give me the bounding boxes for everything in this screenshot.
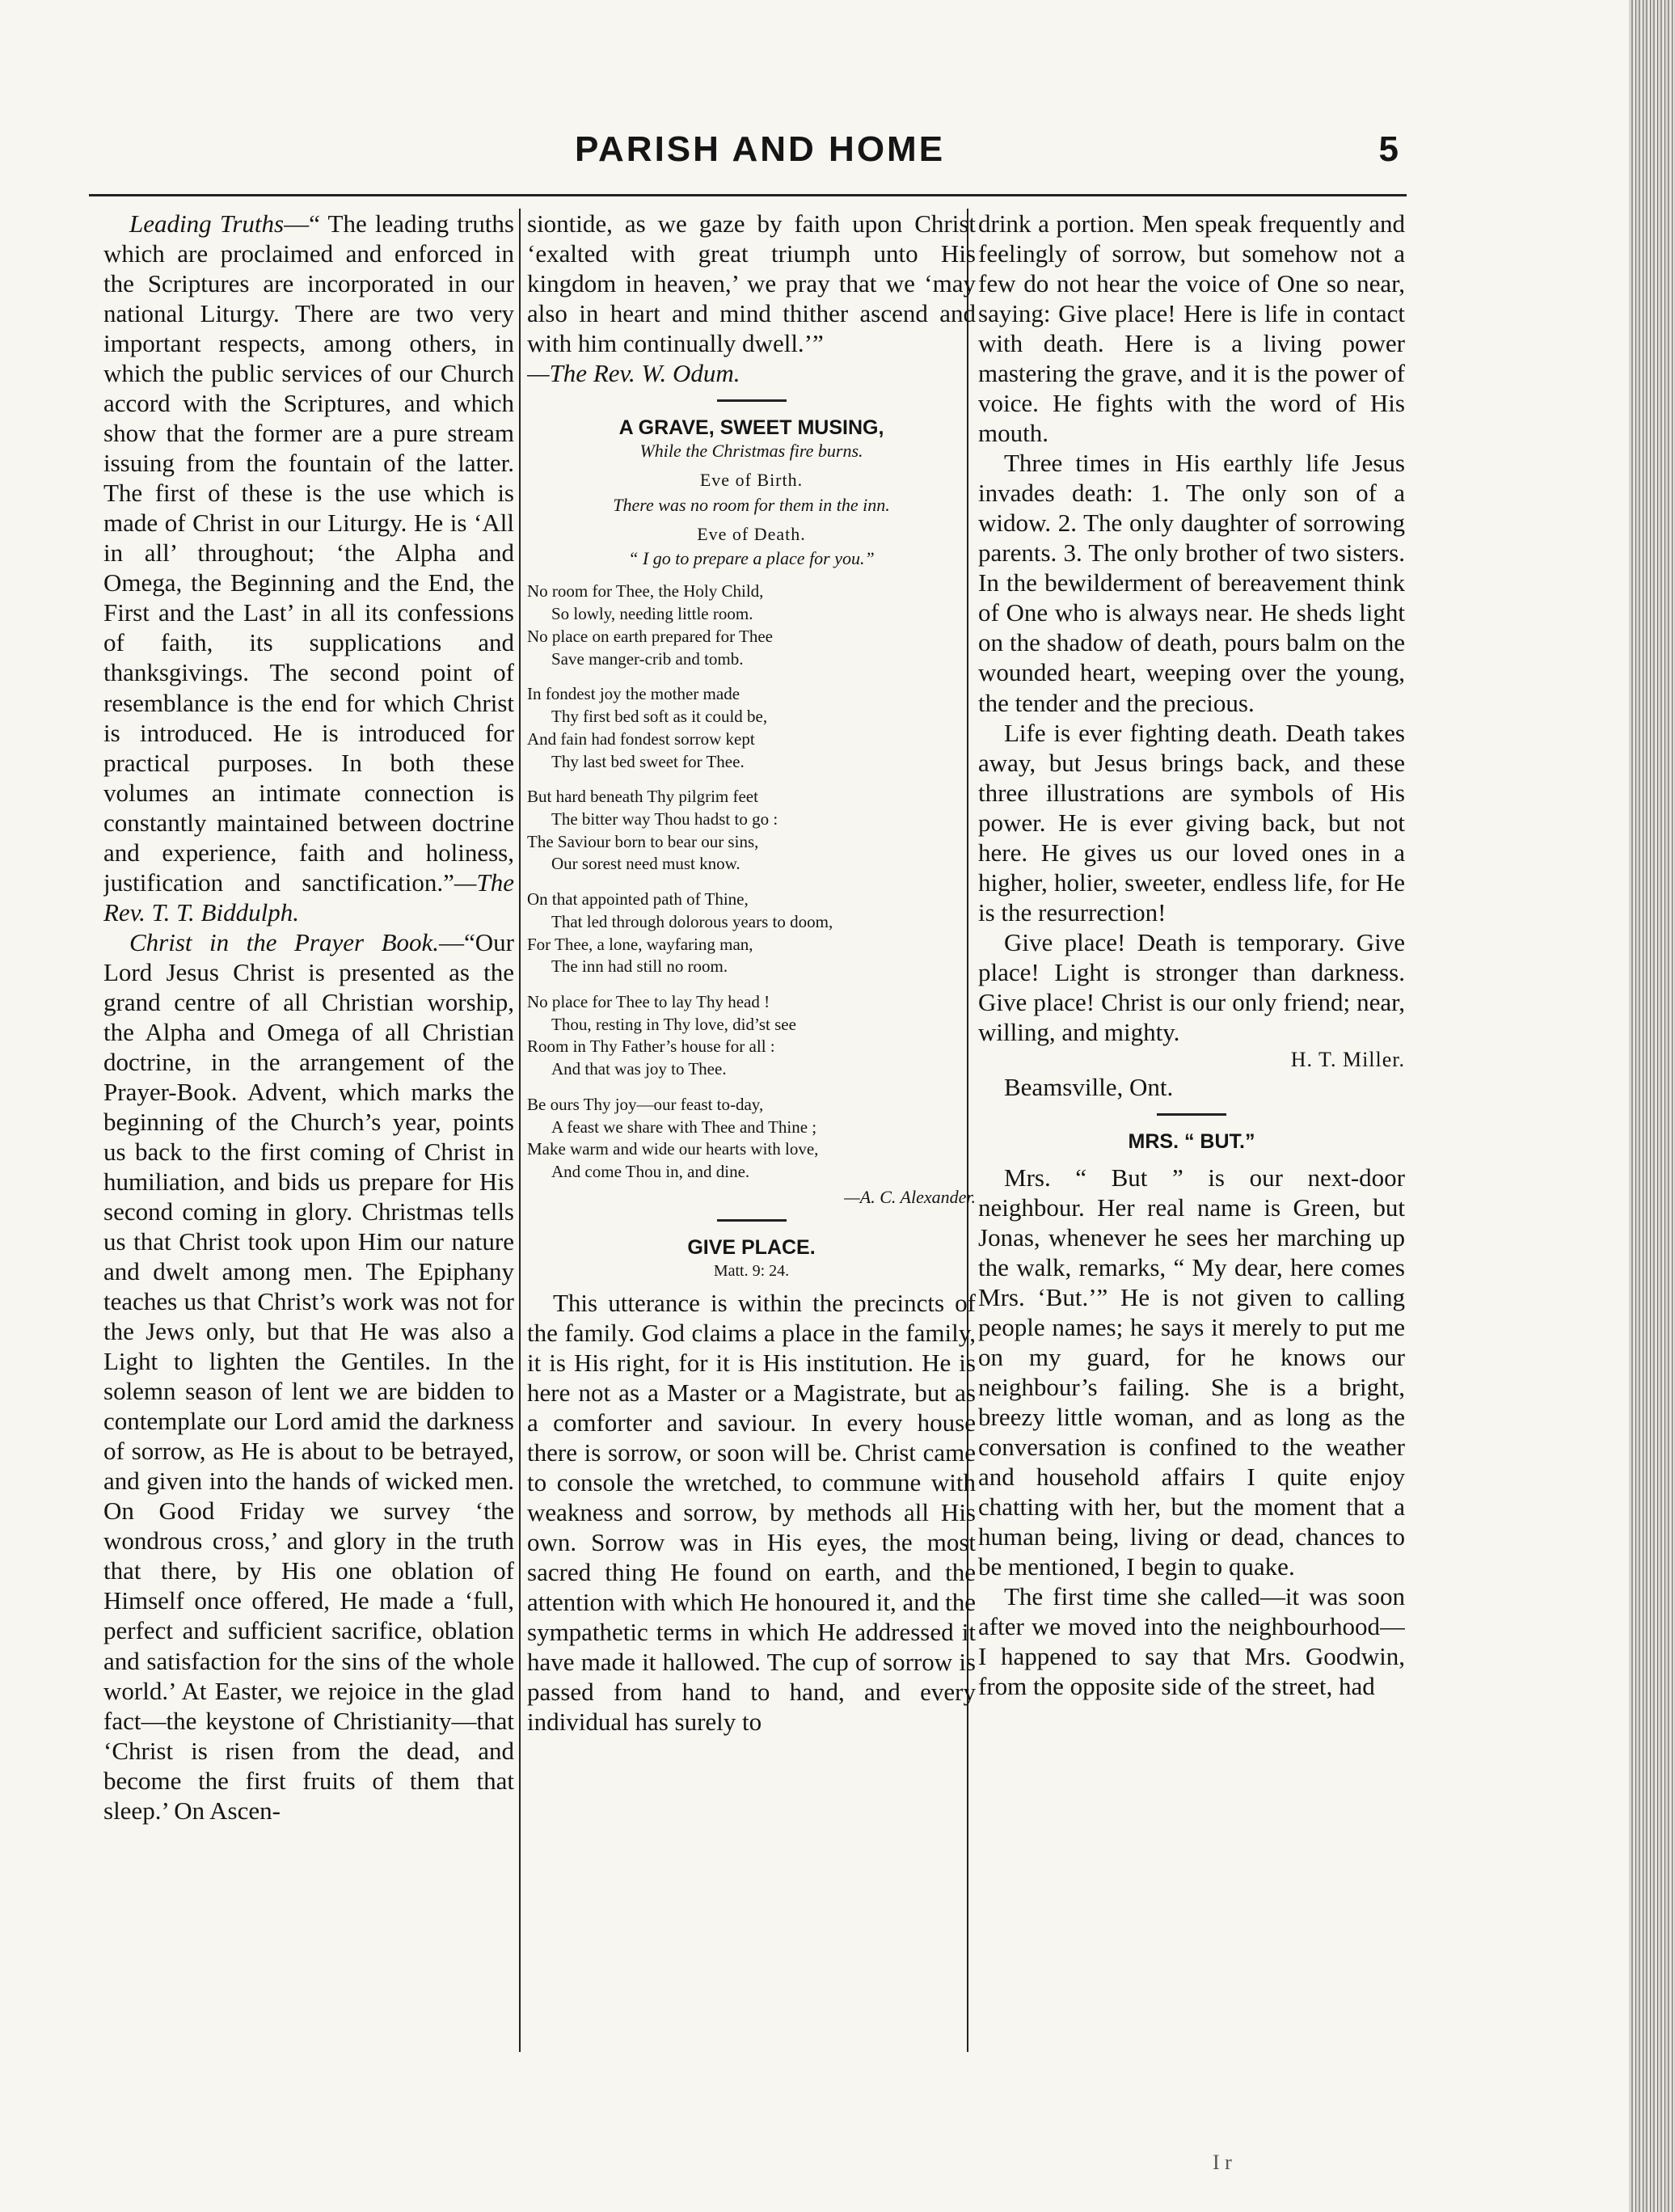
poem-line: A feast we share with Thee and Thine ; — [551, 1117, 817, 1137]
poem-line: And come Thou in, and dine. — [551, 1162, 750, 1181]
give-place-paragraph-3: Life is ever fighting death. Death takes away, but Jesus brings back, and these three illustrations are symbols of His power. He is ever giving back, but not here. He gives us our loved ones in a higher, holier, sweeter, endless life, for He is the resurrection! — [978, 718, 1405, 927]
poem-line: And that was joy to Thee. — [551, 1059, 727, 1079]
poem-line: Our sorest need must know. — [551, 854, 740, 874]
poem-line: For Thee, a lone, wayfaring man, — [527, 934, 753, 954]
give-place-title: GIVE PLACE. — [687, 1236, 816, 1259]
poem-attribution: —A. C. Alexander. — [844, 1186, 976, 1207]
give-place-continuation: drink a portion. Men speak frequently and feelingly of sorrow, but somehow not a few do not hear the voice of One so near, saying: Give place! Here is life in contact with death. Here is a living power mastering the grave, and it is the power of voice. He fights with the word of His mouth. — [978, 209, 1405, 448]
poem-line: Be ours Thy joy—our feast to-day, — [527, 1094, 764, 1114]
prayer-book-lead: Christ in the Prayer Book. — [129, 927, 440, 956]
leading-truths-body: —“ The leading truths which are proclaimed and enforced in the Scriptures are incorporated in our national Liturgy. There are two very important respects, among others, in which the public services of our Church accord with the Scriptures, and which show that the former are a pure stream issuing from the fountain of the latter. The first of these is the use which is made of Christ in our Liturgy. He is ‘All in all’ throughout; ‘the Alpha and Omega, the Beginning and the End, the First and the Last’ in all its confessions of faith, its supplications and thanksgivings. The second point of resemblance is the end for which Christ is introduced. He is introduced for practical purposes. In both these volumes an intimate connection is constantly maintained between doctrine and experience, faith and holiness, justification and sanctification.” — [103, 209, 514, 897]
leading-truths-paragraph — [103, 209, 514, 927]
poem-stanza — [527, 786, 976, 876]
poem-line: The Saviour born to bear our sins, — [527, 831, 759, 851]
leading-truths-attribution: —The Rev. T. T. Biddulph. — [103, 867, 514, 927]
author-signature: H. T. Miller. — [1290, 1047, 1405, 1071]
poem-line: Room in Thy Father’s house for all : — [527, 1036, 775, 1057]
poem-line: So lowly, needing little room. — [551, 604, 753, 624]
poem-subtitle: While the Christmas fire burns. — [639, 441, 863, 462]
leading-truths-lead: Leading Truths — [129, 209, 285, 238]
prayer-book-body: —“Our Lord Jesus Christ is presented as the grand centre of all Christian worship, the Alpha and Omega of all Christian doctrine, in the arrangement of the Prayer-Book. Advent, which marks the beginning of the Church’s year, points us back to the first coming of Christ in humiliation, and bids us prepare for His second coming in glory. Christmas tells us that Christ took upon Him our nature and dwelt among men. The Epiphany teaches us that Christ’s work was not for the Jews only, but that He was also a Light to lighten the Gentiles. In the solemn season of lent we are bidden to contemplate our Lord amid the darkness of sorrow, as He is about to be betrayed, and given into the hands of wicked men. On Good Friday we survey ‘the wondrous cross,’ and glory in the truth that there, by His one oblation of Himself once offered, He made a ‘full, perfect and sufficient sacrifice, oblation and satisfaction for the sins of the whole world.’ At Easter, we rejoice in the glad fact—the keystone of Christianity—that ‘Christ is risen from the dead, and become the first fruits of them that sleep.’ On Ascen- — [103, 927, 514, 1825]
give-place-paragraph-4: Give place! Death is temporary. Give place! Light is stronger than darkness. Give place! Christ is our only friend; near, willing, and mighty. — [978, 927, 1405, 1046]
continuation-attribution: —The Rev. W. Odum. — [527, 359, 740, 388]
column-left — [103, 209, 514, 2052]
page-number: 5 — [1378, 129, 1399, 169]
prayer-book-paragraph — [103, 927, 514, 1826]
poem-line: No place for Thee to lay Thy head ! — [527, 991, 770, 1011]
column-middle — [527, 209, 976, 2052]
poem-line: Thy last bed sweet for Thee. — [551, 751, 745, 771]
column-right — [978, 209, 1405, 2052]
give-place-paragraph: This utterance is within the precincts of the family. God claims a place in the family, it is His right, for it is His institution. He is here not as a Master or a Magistrate, but as a comforter and saviour. In every house there is sorrow, or soon will be. Christ came to console the wretched, to commune with weakness and sorrow, by methods all His own. Sorrow was in His eyes, the most sacred thing He found on earth, and the attention with which He honoured it, and the sympathetic terms in which He addressed it have made it hallowed. The cup of sorrow is passed from hand to hand, and every individual has surely to — [527, 1288, 976, 1737]
scan-mark: I r — [1213, 2151, 1232, 2174]
poem-line: Thy first bed soft as it could be, — [551, 707, 768, 727]
poem-title: A GRAVE, SWEET MUSING, — [618, 416, 884, 440]
section-divider — [717, 1219, 787, 1222]
poem-stanza — [527, 683, 976, 773]
eve-of-birth-heading: Eve of Birth. — [699, 470, 804, 491]
poem-line: That led through dolorous years to doom, — [551, 911, 833, 931]
poem-line: No place on earth prepared for Thee — [527, 626, 773, 646]
give-place-paragraph-2: Three times in His earthly life Jesus invades death: 1. The only son of a widow. 2. The only daughter of sorrowing parents. 3. The only brother of two sisters. In the bewilderment of bereavement think of One who is always near. He sheds light on the shadow of death, pours balm on the wounded heart, weeping over the young, the tender and the precious. — [978, 449, 1405, 717]
poem-stanza — [527, 889, 976, 978]
author-place: Beamsville, Ont. — [1004, 1072, 1174, 1101]
book-page-edge — [1629, 0, 1675, 2212]
poem-line: Make warm and wide our hearts with love, — [527, 1139, 819, 1159]
header-rule — [89, 194, 1407, 196]
poem-line: And fain had fondest sorrow kept — [527, 728, 755, 749]
mrs-but-title: MRS. “ BUT.” — [1128, 1129, 1255, 1153]
poem-line: No room for Thee, the Holy Child, — [527, 581, 764, 602]
mrs-but-paragraph-1: Mrs. “ But ” is our next-door neighbour. Her real name is Green, but Jonas, whenever he sees her marching up the walk, remarks, “ My dear, here comes Mrs. ‘But.’” He is not given to calling people names; he says it merely to put me on my guard, for he knows our neighbour’s failing. She is a bright, breezy little woman, and as long as the conversation is confined to the weather and household affairs I quite enjoy chatting with her, but the moment that a human being, living or dead, chances to be mentioned, I begin to quake. — [978, 1163, 1405, 1581]
poem-line: On that appointed path of Thine, — [527, 889, 749, 910]
page-header — [89, 129, 1407, 194]
poem-line: The inn had still no room. — [551, 956, 728, 977]
running-title: PARISH AND HOME — [574, 129, 946, 169]
poem-line: But hard beneath Thy pilgrim feet — [527, 787, 758, 807]
continuation-paragraph: siontide, as we gaze by faith upon Christ ‘exalted with great triumph unto His kingdom in heaven,’ we pray that we ‘may also in heart and mind thither ascend and with him continually dwell.’” — [527, 209, 976, 358]
poem-line: Save manger-crib and tomb. — [551, 648, 744, 669]
poem-line: Thou, resting in Thy love, did’st see — [551, 1014, 796, 1034]
eve-of-death-quote: “ I go to prepare a place for you.” — [628, 548, 875, 569]
poem-line: The bitter way Thou hadst to go : — [551, 808, 778, 829]
column-rule-left — [519, 209, 521, 2052]
eve-of-death-heading: Eve of Death. — [697, 523, 806, 544]
poem-stanza — [527, 991, 976, 1081]
poem-stanza — [527, 580, 976, 670]
eve-of-birth-quote: There was no room for them in the inn. — [613, 494, 890, 515]
give-place-reference: Matt. 9: 24. — [713, 1261, 790, 1280]
section-divider — [1157, 1113, 1226, 1116]
mrs-but-paragraph-2: The first time she called—it was soon after we moved into the neighbourhood—I happened to say that Mrs. Goodwin, from the opposite side of the street, had — [978, 1582, 1405, 1701]
section-divider — [717, 399, 787, 402]
poem-line: In fondest joy the mother made — [527, 684, 740, 704]
poem-stanza — [527, 1094, 976, 1184]
